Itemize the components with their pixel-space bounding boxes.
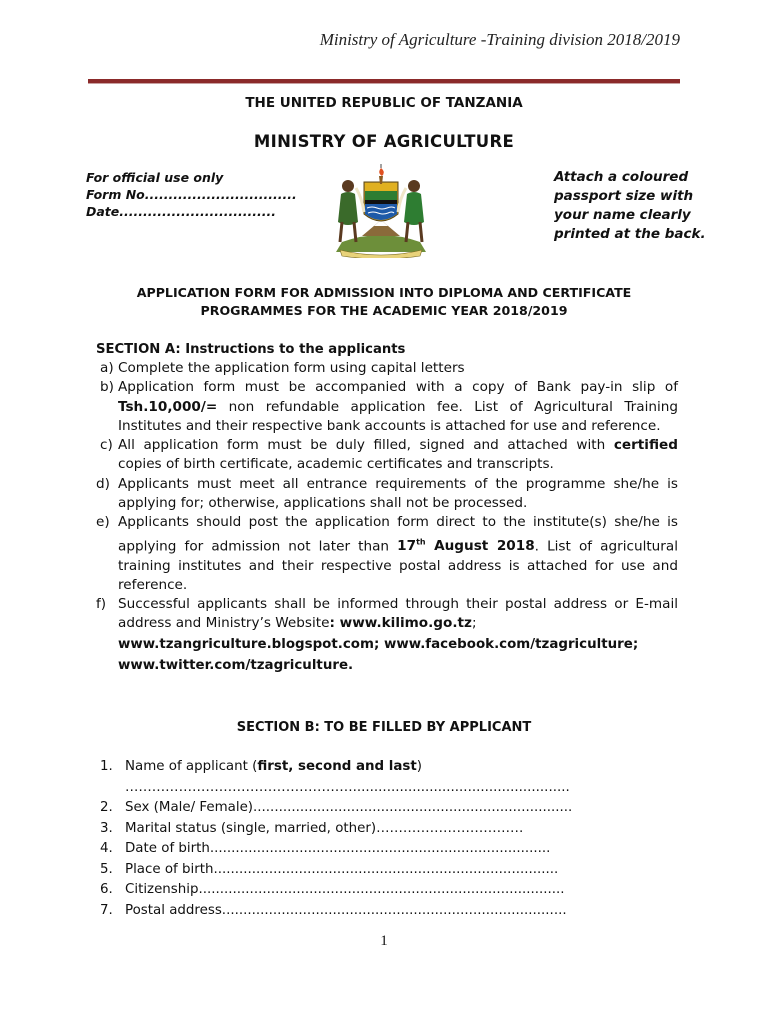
form-title-line: APPLICATION FORM FOR ADMISSION INTO DIPLOMA AND CERTIFICATE <box>136 285 632 300</box>
instruction-item <box>96 513 678 595</box>
passport-note-line: your name clearly <box>554 207 691 223</box>
citizenship-field[interactable] <box>100 881 600 900</box>
instruction-text: All application form must be duly filled, signed and attached with <box>118 437 614 454</box>
form-no-field: Form No................................ <box>86 187 297 202</box>
marital-status-field[interactable] <box>100 820 600 839</box>
coat-of-arms-emblem <box>322 158 440 258</box>
field-number: 5. <box>100 861 113 877</box>
instruction-text: copies of birth certificate, academic certificates and transcripts. <box>118 456 554 473</box>
field-number: 6. <box>100 882 113 897</box>
ministry-heading: MINISTRY OF AGRICULTURE <box>253 132 515 151</box>
field-label: Name of applicant ( <box>125 759 258 774</box>
form-title <box>80 284 688 320</box>
form-title-line: PROGRAMMES FOR THE ACADEMIC YEAR 2018/2019 <box>200 303 568 318</box>
instruction-deadline <box>397 538 535 554</box>
ministry-website-link[interactable]: : www.kilimo.go.tz <box>329 615 472 632</box>
instruction-text: non refundable application fee. List of Agricultural Training Institutes and their respective bank accounts is attached for use and reference. <box>118 398 678 434</box>
instruction-item <box>96 378 678 436</box>
passport-note-line: passport size with <box>554 188 694 204</box>
instruction-text: Applicants should post the application form direct to the institute(s) she/he is applying for admission not later than <box>118 514 678 555</box>
place-of-birth-field[interactable] <box>100 861 600 880</box>
date-of-birth-field[interactable] <box>100 840 600 859</box>
instruction-fee: Tsh.10,000/= <box>118 398 218 415</box>
section-a-heading <box>96 342 405 357</box>
instruction-item <box>96 359 678 378</box>
instruction-label: e) <box>96 514 110 531</box>
running-header: Ministry of Agriculture -Training division 2018/2019 <box>319 30 680 49</box>
field-number: 1. <box>100 759 113 774</box>
instruction-text: Successful applicants shall be informed through their postal address or E-mail address and Ministry’s Website <box>118 596 678 632</box>
passport-note-line: Attach a coloured <box>554 169 689 185</box>
field-number: 7. <box>100 902 113 918</box>
field-number: 3. <box>100 820 113 836</box>
field-label: Sex (Male/ Female)........................................................................... <box>125 800 573 815</box>
applicant-name-field[interactable] <box>100 758 600 797</box>
instruction-label: c) <box>100 437 113 454</box>
instruction-text: Applicants must meet all entrance requirements of the programme she/he is applying for; otherwise, applications shall not be processed. <box>118 475 678 512</box>
field-label-bold: first, second and last <box>257 759 417 774</box>
deadline-day: 17 <box>397 538 417 555</box>
official-use-label: For official use only <box>86 170 224 185</box>
instruction-text: . List of agricultural training institutes and their respective postal address is attached for use and reference. <box>118 538 678 593</box>
field-label: Postal address................................................................................. <box>125 902 567 918</box>
section-a-title: : Instructions to the applicants <box>175 342 406 357</box>
applicant-fields <box>100 758 600 922</box>
instruction-label: f) <box>96 596 107 613</box>
instruction-item <box>96 436 678 475</box>
passport-note-line: printed at the back. <box>554 226 706 242</box>
passport-photo-note <box>554 168 734 244</box>
field-label: Marital status (single, married, other)…………………………… <box>125 820 524 836</box>
header-rule <box>88 79 680 84</box>
official-use-block <box>86 169 297 220</box>
postal-address-field[interactable] <box>100 902 600 921</box>
sex-field[interactable] <box>100 799 600 818</box>
instructions-list <box>96 359 678 676</box>
instruction-label: a) <box>100 360 114 376</box>
instruction-label: d) <box>96 475 110 492</box>
instruction-item <box>96 595 678 634</box>
section-a-prefix: SECTION A <box>96 342 176 357</box>
deadline-month: August 2018 <box>425 538 535 555</box>
field-number: 4. <box>100 841 113 856</box>
field-label: Date of birth................................................................................ <box>125 841 551 856</box>
section-b-heading: SECTION B: TO BE FILLED BY APPLICANT <box>236 720 532 735</box>
instruction-certified: certified <box>613 437 678 454</box>
republic-heading: THE UNITED REPUBLIC OF TANZANIA <box>245 95 523 111</box>
date-field: Date................................. <box>86 204 276 219</box>
page-number: 1 <box>380 933 388 949</box>
field-number: 2. <box>100 800 113 815</box>
social-links-line[interactable]: www.tzangriculture.blogspot.com; www.facebook.com/tzagriculture; <box>118 636 639 652</box>
instruction-text: Application form must be accompanied with a copy of Bank pay-in slip of <box>118 379 678 396</box>
instruction-item <box>96 475 678 514</box>
field-label: Place of birth................................................................................. <box>125 861 559 877</box>
field-dots: ……………………………………………................................................... <box>125 779 570 795</box>
field-label: ) <box>416 759 423 774</box>
field-label: Citizenship...................................................................................... <box>125 882 565 897</box>
deadline-day-suffix: th <box>416 537 426 547</box>
instruction-text: Complete the application form using capital letters <box>118 360 465 376</box>
social-links-line[interactable]: www.twitter.com/tzagriculture. <box>118 657 354 673</box>
instruction-text: ; <box>471 615 477 632</box>
instruction-label: b) <box>100 379 114 396</box>
